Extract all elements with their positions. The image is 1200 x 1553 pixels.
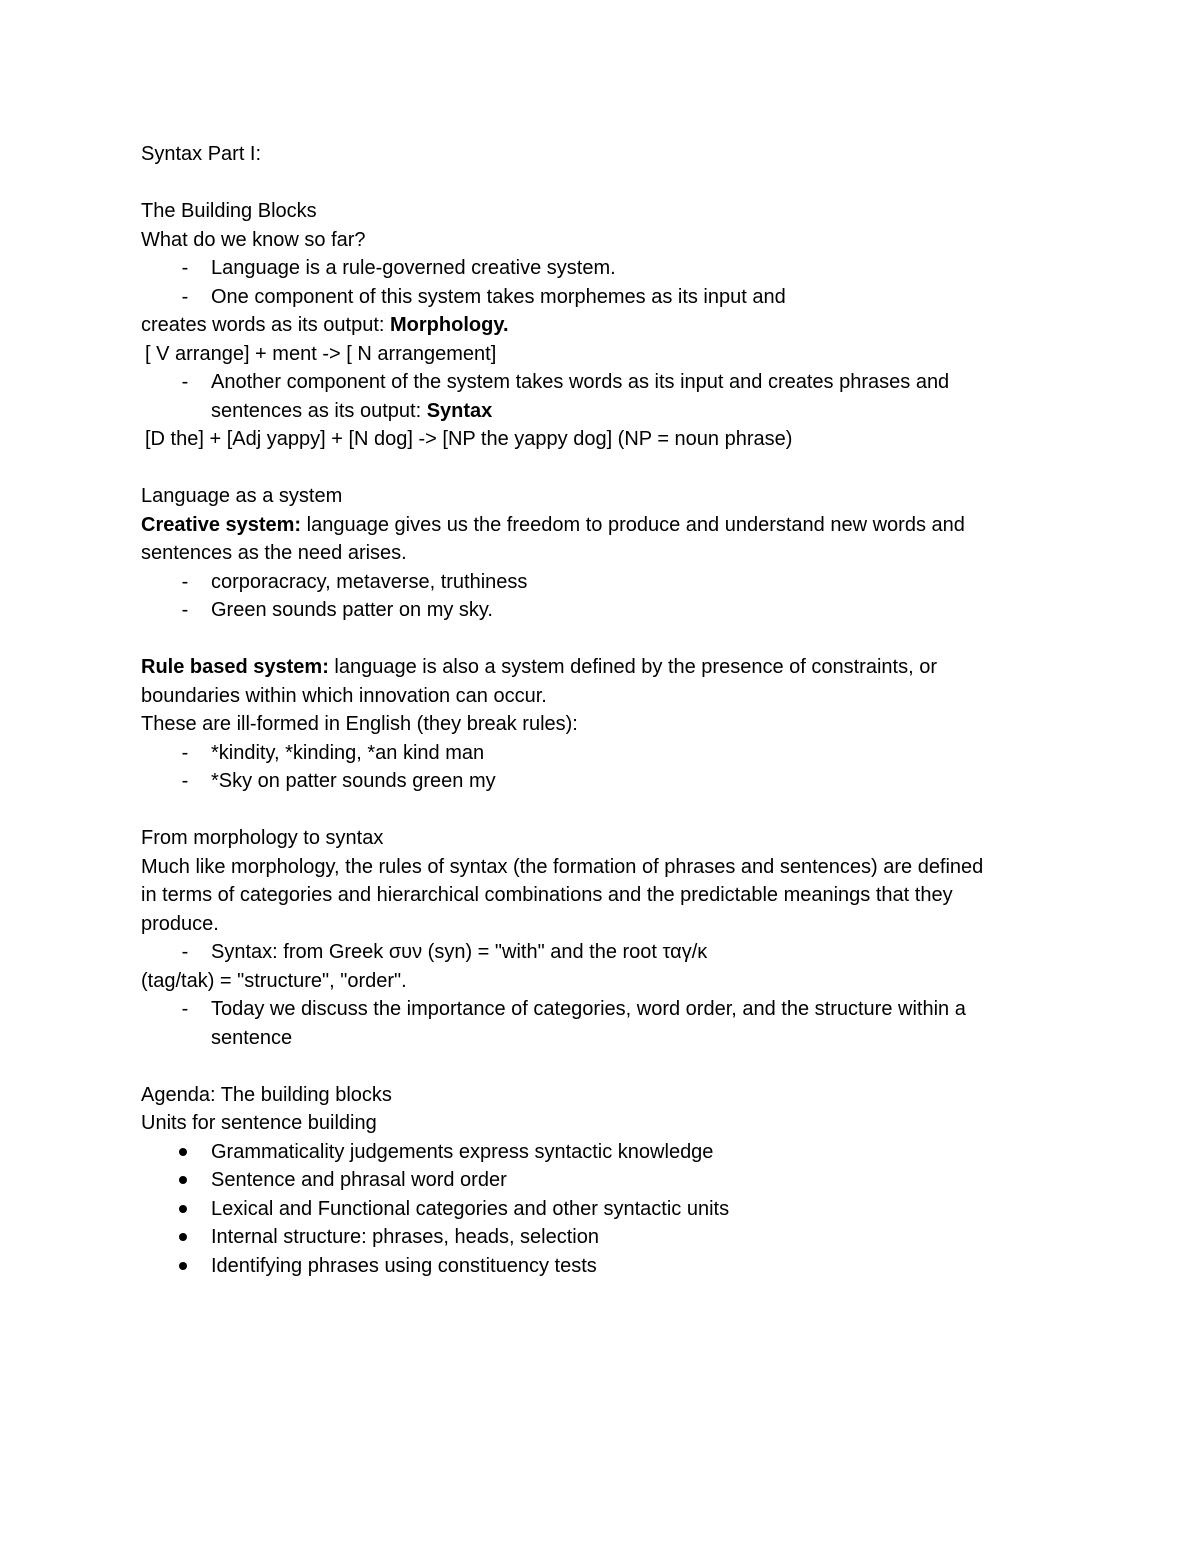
dash-marker: - — [181, 570, 189, 593]
list-item: - Today we discuss the importance of categories, word order, and the structure within a — [141, 995, 1061, 1024]
paragraph-line: produce. — [141, 912, 219, 935]
section-heading-morphology-to-syntax: From morphology to syntax — [141, 827, 384, 849]
dash-marker: - — [181, 770, 189, 792]
agenda-item: Identifying phrases using constituency tests — [141, 1252, 1061, 1281]
bullet-icon — [179, 1176, 187, 1184]
section-heading-building-blocks: The Building Blocks — [141, 200, 317, 222]
section-heading-agenda: Agenda: The building blocks — [141, 1083, 392, 1106]
term-rule-based-system: Rule based system: — [141, 656, 329, 678]
continuation-text: creates words as its output: Morphology. — [141, 314, 509, 336]
agenda-item: Lexical and Functional categories and other syntactic units — [141, 1195, 1061, 1224]
dash-marker: - — [181, 941, 189, 963]
list-item: - One component of this system takes morphemes as its input and — [141, 283, 1061, 312]
list-item: - corporacracy, metaverse, truthiness — [141, 568, 1061, 597]
bullet-icon — [179, 1148, 187, 1156]
paragraph-line: Much like morphology, the rules of syntax (the formation of phrases and sentences) are defined — [141, 855, 984, 878]
example-morphology: [ V arrange] + ment -> [ N arrangement] — [145, 342, 497, 365]
dash-marker: - — [181, 285, 189, 308]
creative-system-paragraph-cont: sentences as the need arises. — [141, 542, 407, 564]
list-item: - Green sounds patter on my sky. — [141, 596, 1061, 625]
term-syntax: Syntax — [426, 399, 493, 422]
bullet-icon — [179, 1233, 187, 1241]
ill-formed-intro: These are ill-formed in English (they break rules): — [141, 713, 578, 735]
term-morphology: Morphology. — [390, 314, 509, 336]
dash-marker: - — [181, 741, 189, 764]
agenda-item: Internal structure: phrases, heads, selection — [141, 1223, 1061, 1252]
agenda-item: Grammaticality judgements express syntactic knowledge — [141, 1138, 1061, 1167]
agenda-item: Sentence and phrasal word order — [141, 1166, 1061, 1195]
list-item-continuation: sentence — [211, 1026, 293, 1049]
example-syntax: [D the] + [Adj yappy] + [N dog] -> [NP the yappy dog] (NP = noun phrase) — [145, 428, 793, 450]
question-text: What do we know so far? — [141, 228, 366, 251]
rule-system-paragraph-cont: boundaries within which innovation can occur. — [141, 684, 547, 707]
document-body — [141, 140, 1061, 1280]
rule-system-paragraph: Rule based system: language is also a system defined by the presence of constraints, or — [141, 656, 937, 678]
agenda-subheading: Units for sentence building — [141, 1112, 377, 1134]
bullet-icon — [179, 1205, 187, 1213]
list-item-continuation: (tag/tak) = "structure", "order". — [141, 969, 407, 992]
paragraph-line: in terms of categories and hierarchical combinations and the predictable meanings that they — [141, 884, 953, 906]
creative-system-paragraph: Creative system: language gives us the freedom to produce and understand new words and — [141, 513, 965, 536]
list-item: - *Sky on patter sounds green my — [141, 767, 1061, 796]
dash-marker: - — [181, 257, 189, 279]
list-item: - Another component of the system takes words as its input and creates phrases and — [141, 368, 1061, 397]
dash-marker: - — [181, 599, 189, 621]
list-item: - Language is a rule-governed creative system. — [141, 254, 1061, 283]
list-item: - *kindity, *kinding, *an kind man — [141, 739, 1061, 768]
term-creative-system: Creative system: — [141, 513, 302, 536]
section-heading-language-system: Language as a system — [141, 485, 343, 507]
dash-marker: - — [181, 998, 189, 1020]
page-title: Syntax Part I: — [141, 143, 262, 165]
dash-marker: - — [181, 371, 189, 393]
bullet-icon — [179, 1262, 187, 1270]
list-item-continuation: sentences as its output: Syntax — [211, 399, 493, 422]
list-item: - Syntax: from Greek συν (syn) = "with" and the root ταγ/κ — [141, 938, 1061, 967]
